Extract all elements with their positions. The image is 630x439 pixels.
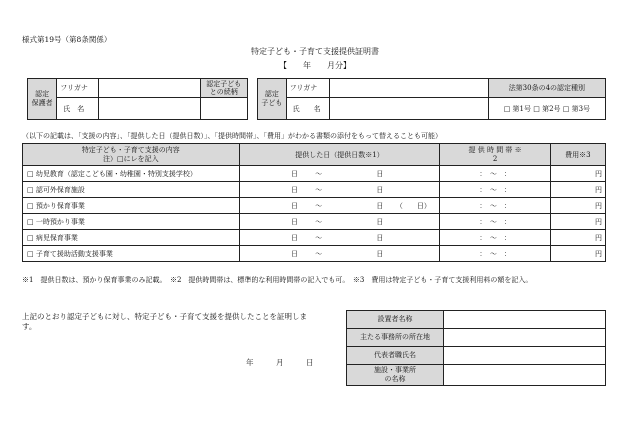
- day-count[interactable]: [387, 182, 440, 198]
- start-day[interactable]: 日: [239, 182, 302, 198]
- provider-row: [347, 347, 606, 365]
- certification-date[interactable]: 年 月 日: [246, 358, 314, 367]
- table-row: [23, 214, 606, 230]
- time-range[interactable]: ： 〜 ：: [440, 166, 550, 182]
- child-label: 認定 子ども: [258, 79, 287, 120]
- day-count[interactable]: [387, 230, 440, 246]
- table-row: [23, 166, 606, 182]
- table-row: [23, 230, 606, 246]
- attachment-note: （以下の記載は、「支援の内容」、「提供した日（提供日数）」、「提供時間帯」、「費用」がわかる書類の添付をもって替えることも可能）: [22, 132, 442, 140]
- row-label: □ 病児保育事業: [23, 230, 240, 246]
- table-row: [23, 198, 606, 214]
- fee-field[interactable]: 円: [550, 198, 605, 214]
- tilde: 〜: [302, 166, 335, 182]
- form-number: 様式第19号（第8条関係）: [22, 35, 112, 44]
- guardian-name-label: 氏 名: [57, 98, 98, 120]
- time-range[interactable]: ： 〜 ：: [440, 246, 550, 262]
- provider-label: 代表者職氏名: [347, 347, 444, 365]
- time-range[interactable]: ： 〜 ：: [440, 230, 550, 246]
- row-label: □ 子育て援助活動支援事業: [23, 246, 240, 262]
- tilde: 〜: [302, 246, 335, 262]
- end-day[interactable]: 日: [335, 230, 387, 246]
- time-header: 提 供 時 間 帯 ※ 2: [440, 144, 550, 166]
- fee-field[interactable]: 円: [550, 230, 605, 246]
- cert-type-checkboxes[interactable]: □ 第1号 □ 第2号 □ 第3号: [488, 98, 605, 120]
- cert-type-header: 法第30条の4の認定種別: [488, 79, 605, 98]
- fee-field[interactable]: 円: [550, 166, 605, 182]
- child-furigana-label: フリガナ: [286, 79, 330, 98]
- provider-row: [347, 329, 606, 347]
- table-row: [23, 246, 606, 262]
- row-label: □ 幼児教育（認定こども園・幼稚園・特別支援学校）: [23, 166, 240, 182]
- relation-label: 認定子ども との続柄: [200, 79, 247, 98]
- provider-table: [346, 310, 606, 386]
- tilde: 〜: [302, 182, 335, 198]
- fee-header: 費用※3: [550, 144, 605, 166]
- certification-text: 上記のとおり認定子どもに対し、特定子ども・子育て支援を提供したことを証明しま す。: [22, 312, 307, 331]
- child-furigana-field[interactable]: [330, 79, 488, 98]
- fee-field[interactable]: 円: [550, 214, 605, 230]
- row-label: □ 認可外保育施設: [23, 182, 240, 198]
- provider-label: 施設・事業所 の名称: [347, 365, 444, 386]
- month-period: 【 年 月分】: [279, 61, 351, 70]
- guardian-label: 認定 保護者: [28, 79, 57, 120]
- provider-row: [347, 311, 606, 329]
- start-day[interactable]: 日: [239, 230, 302, 246]
- guardian-table: [27, 78, 248, 120]
- child-name-label: 氏 名: [286, 98, 330, 120]
- start-day[interactable]: 日: [239, 246, 302, 262]
- time-range[interactable]: ： 〜 ：: [440, 198, 550, 214]
- guardian-name-field[interactable]: [98, 98, 200, 120]
- child-name-field[interactable]: [330, 98, 488, 120]
- row-label: □ 預かり保育事業: [23, 198, 240, 214]
- provider-field[interactable]: [444, 329, 606, 347]
- day-count[interactable]: [387, 166, 440, 182]
- start-day[interactable]: 日: [239, 198, 302, 214]
- end-day[interactable]: 日: [335, 182, 387, 198]
- end-day[interactable]: 日: [335, 246, 387, 262]
- support-table: [22, 143, 606, 262]
- child-table: [257, 78, 606, 120]
- days-header: 提供した日（提供日数※1）: [239, 144, 440, 166]
- day-count[interactable]: [387, 246, 440, 262]
- provider-field[interactable]: [444, 311, 606, 329]
- time-range[interactable]: ： 〜 ：: [440, 214, 550, 230]
- end-day[interactable]: 日: [335, 166, 387, 182]
- provider-field[interactable]: [444, 365, 606, 386]
- row-label: □ 一時預かり事業: [23, 214, 240, 230]
- tilde: 〜: [302, 198, 335, 214]
- provider-label: 主たる事務所の所在地: [347, 329, 444, 347]
- tilde: 〜: [302, 230, 335, 246]
- provider-field[interactable]: [444, 347, 606, 365]
- fee-field[interactable]: 円: [550, 246, 605, 262]
- end-day[interactable]: 日: [335, 198, 387, 214]
- tilde: 〜: [302, 214, 335, 230]
- content-header: 特定子ども・子育て支援の内容 注）□にレを記入: [23, 144, 240, 166]
- provider-label: 設置者名称: [347, 311, 444, 329]
- table-row: [23, 182, 606, 198]
- guardian-furigana-field[interactable]: [98, 79, 200, 98]
- end-day[interactable]: 日: [335, 214, 387, 230]
- relation-field[interactable]: [200, 98, 247, 120]
- start-day[interactable]: 日: [239, 214, 302, 230]
- day-count[interactable]: [387, 214, 440, 230]
- guardian-furigana-label: フリガナ: [57, 79, 98, 98]
- fee-field[interactable]: 円: [550, 182, 605, 198]
- start-day[interactable]: 日: [239, 166, 302, 182]
- time-range[interactable]: ： 〜 ：: [440, 182, 550, 198]
- provider-row: [347, 365, 606, 386]
- footnote: ※1 提供日数は、預かり保育事業のみ記載。 ※2 提供時間帯は、標準的な利用時間帯の記入でも可。 ※3 費用は特定子ども・子育て支援利用料の額を記入。: [22, 276, 533, 284]
- day-count[interactable]: （ 日）: [387, 198, 440, 214]
- page-title: 特定子ども・子育て支援提供証明書: [251, 47, 379, 56]
